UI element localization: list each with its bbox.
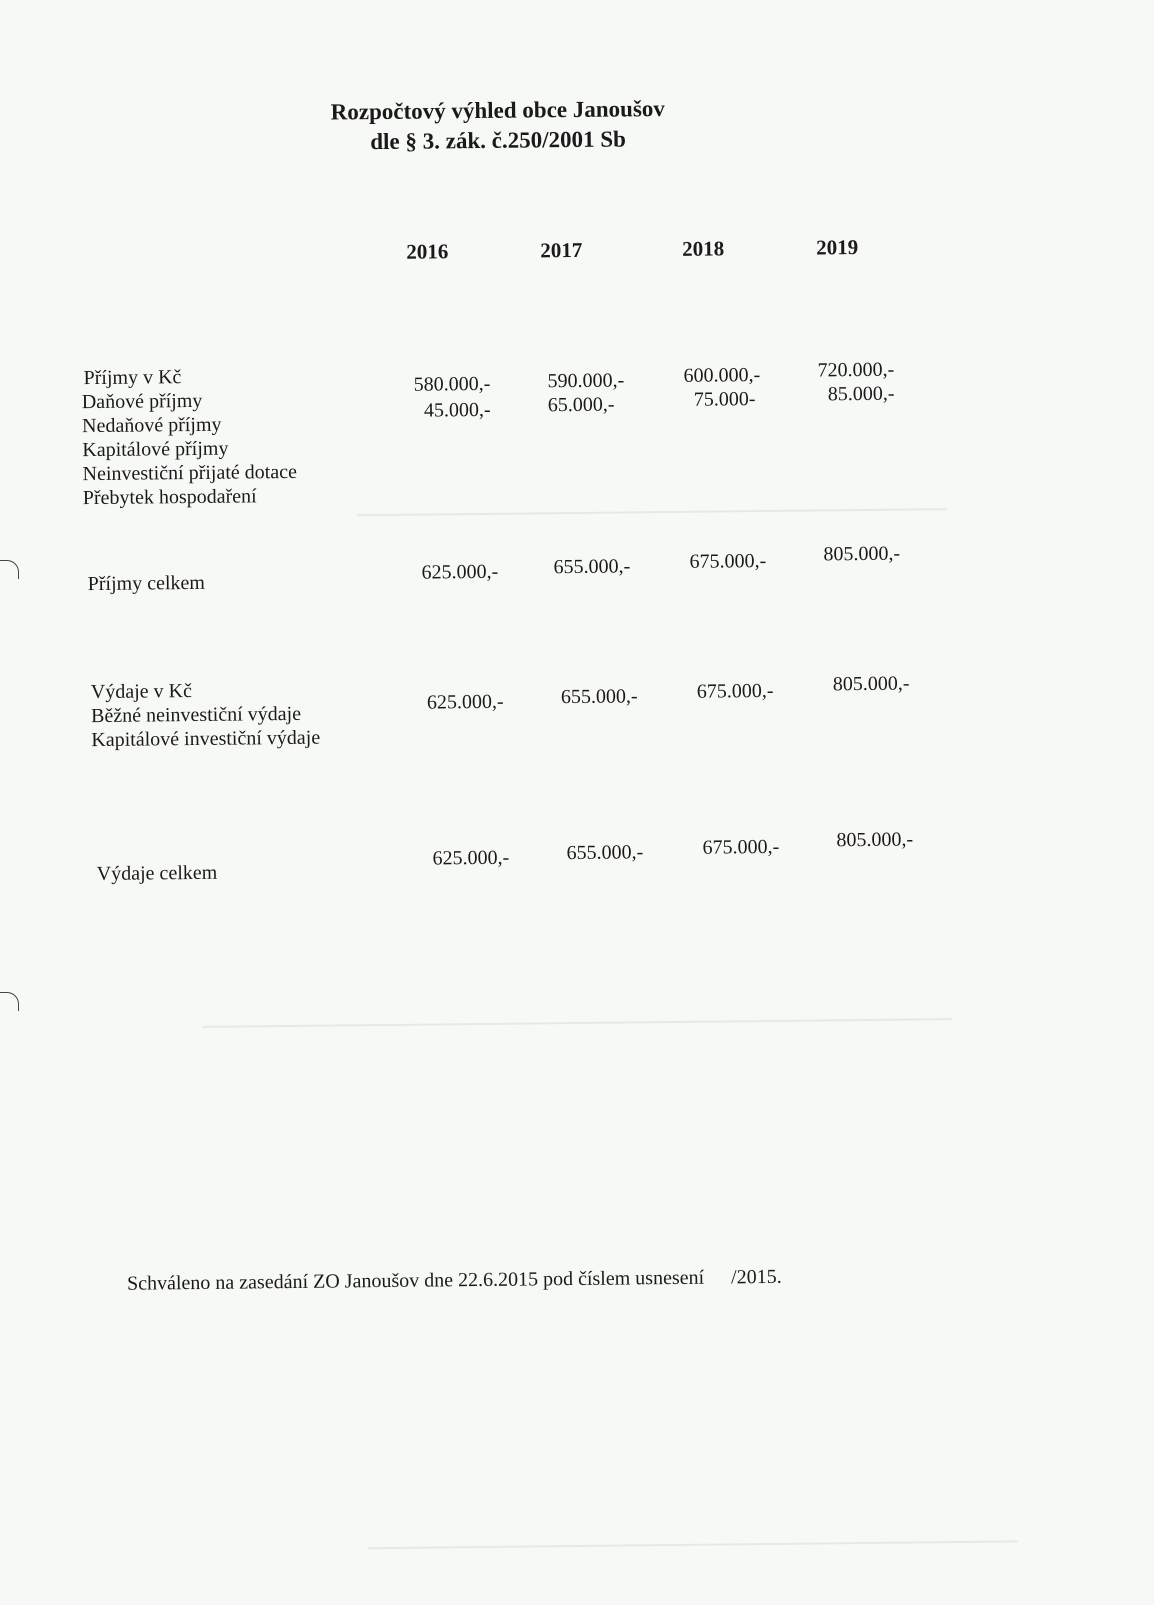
- expenses-total-2019: 805.000,-: [836, 828, 914, 852]
- document-subtitle: dle § 3. zák. č.250/2001 Sb: [370, 126, 626, 155]
- income-label-surplus: Přebytek hospodaření: [82, 485, 257, 510]
- expenses-current-2019: 805.000,-: [832, 672, 910, 696]
- expenses-current-2016: 625.000,-: [426, 690, 504, 714]
- income-label-tax: Daňové příjmy: [81, 389, 203, 414]
- income-nontax-2016: 45.000,-: [423, 398, 491, 422]
- income-tax-2018: 600.000,-: [683, 364, 761, 387]
- scan-artifact: [357, 508, 947, 516]
- income-tax-2019: 720.000,-: [817, 358, 895, 382]
- income-nontax-2018: 75.000-: [693, 388, 756, 411]
- year-header-2016: 2016: [406, 239, 449, 264]
- year-header-2019: 2019: [816, 235, 859, 260]
- document-title: Rozpočtový výhled obce Janoušov: [330, 96, 665, 125]
- income-total-label: Příjmy celkem: [87, 571, 206, 596]
- income-label-grants: Neinvestiční přijaté dotace: [82, 460, 298, 486]
- expenses-current-2018: 675.000,-: [696, 679, 774, 703]
- income-label-capital: Kapitálové příjmy: [82, 437, 229, 462]
- approval-note: [127, 1266, 782, 1296]
- expenses-total-2017: 655.000,-: [566, 841, 644, 865]
- year-header-2018: 2018: [682, 236, 725, 261]
- income-total-2016: 625.000,-: [421, 560, 499, 584]
- income-tax-2016: 580.000,-: [413, 372, 491, 396]
- resolution-number: /2015.: [731, 1265, 782, 1289]
- income-heading: Příjmy v Kč: [83, 366, 182, 390]
- income-nontax-2017: 65.000,-: [547, 393, 615, 417]
- expenses-total-2018: 675.000,-: [702, 835, 780, 859]
- year-header-2017: 2017: [540, 237, 583, 263]
- income-total-2018: 675.000,-: [689, 550, 767, 573]
- income-nontax-2019: 85.000,-: [827, 382, 895, 406]
- scan-artifact: [202, 1018, 952, 1028]
- expenses-current-2017: 655.000,-: [560, 685, 638, 709]
- income-total-2017: 655.000,-: [553, 555, 631, 579]
- income-tax-2017: 590.000,-: [547, 369, 625, 393]
- scan-artifact: [368, 1540, 1018, 1549]
- expenses-total-2016: 625.000,-: [432, 846, 510, 870]
- expenses-label-current: Běžné neinvestiční výdaje: [90, 702, 302, 728]
- expenses-total-label: Výdaje celkem: [96, 861, 218, 886]
- expenses-heading: Výdaje v Kč: [90, 680, 193, 704]
- income-total-2019: 805.000,-: [823, 542, 901, 566]
- income-label-nontax: Nedaňové příjmy: [81, 413, 222, 438]
- approval-text: Schváleno na zasedání ZO Janoušov dne 22.6.2015 pod číslem usnesení: [126, 1266, 705, 1295]
- expenses-label-capital: Kapitálové investiční výdaje: [91, 726, 321, 752]
